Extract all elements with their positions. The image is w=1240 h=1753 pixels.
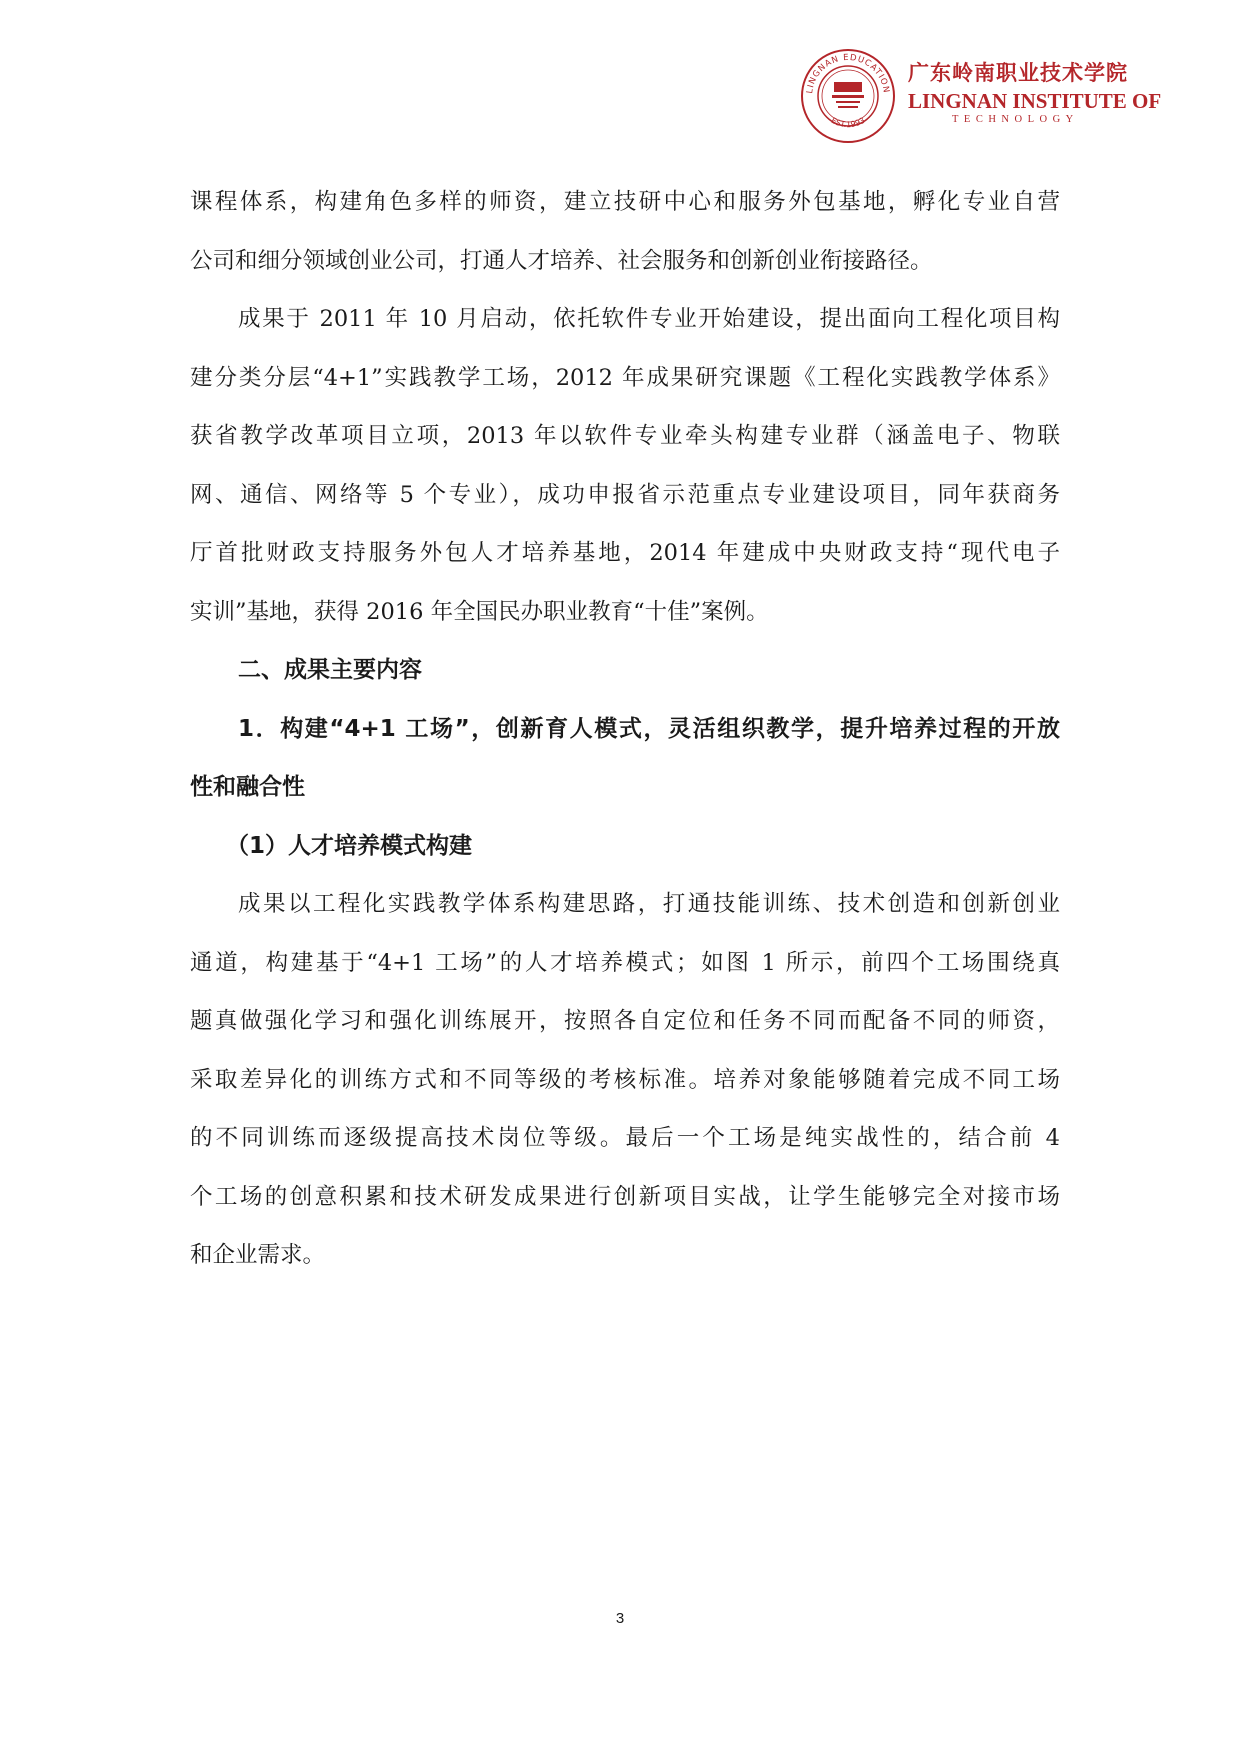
section-heading: 二、成果主要内容: [238, 657, 422, 683]
seal-ring-text: LINGNAN EDUCATION: [805, 52, 892, 95]
body-line: 成果以工程化实践教学体系构建思路，打通技能训练、技术创造和创新创业: [238, 891, 1060, 917]
item-heading: 1．构建“4+1 工场”，创新育人模式，灵活组织教学，提升培养过程的开放: [238, 715, 1060, 742]
seal-icon: [800, 48, 896, 144]
body-line: 和企业需求。: [190, 1242, 326, 1268]
subsection-heading: （1）人才培养模式构建: [226, 832, 473, 859]
body-line: 获省教学改革项目立项，2013 年以软件专业牵头构建专业群（涵盖电子、物联: [190, 423, 1060, 449]
institute-name-en-line1: LINGNAN INSTITUTE OF: [908, 89, 1162, 113]
body-line: 个工场的创意积累和技术研发成果进行创新项目实战，让学生能够完全对接市场: [190, 1183, 1060, 1210]
seal-year-text: EST.1993: [829, 115, 867, 130]
body-line: 课程体系，构建角色多样的师资，建立技研中心和服务外包基地，孵化专业自营: [190, 189, 1060, 215]
body-line: 厅首批财政支持服务外包人才培养基地，2014 年建成中央财政支持“现代电子: [190, 540, 1060, 566]
document-body: [190, 173, 1060, 1285]
institute-name-cn: 广东岭南职业技术学院: [908, 61, 1128, 85]
body-line: 公司和细分领域创业公司，打通人才培养、社会服务和创新创业衔接路径。: [190, 247, 933, 274]
institute-seal-logo: [800, 48, 896, 144]
svg-text:EST.1993: [830, 116, 867, 129]
body-line: 建分类分层“4+1”实践教学工场，2012 年成果研究课题《工程化实践教学体系》: [190, 364, 1060, 391]
institute-name-block: [908, 60, 1162, 127]
body-line: 题真做强化学习和强化训练展开，按照各自定位和任务不同而配备不同的师资，: [190, 1008, 1060, 1034]
body-line: 成果于 2011 年 10 月启动，依托软件专业开始建设，提出面向工程化项目构: [238, 306, 1060, 332]
body-line: 实训”基地，获得 2016 年全国民办职业教育“十佳”案例。: [190, 598, 769, 625]
body-line: 的不同训练而逐级提高技术岗位等级。最后一个工场是纯实战性的，结合前 4: [190, 1125, 1060, 1151]
body-line: 通道，构建基于“4+1 工场”的人才培养模式；如图 1 所示，前四个工场围绕真: [190, 949, 1060, 976]
page-number: 3: [615, 1610, 625, 1627]
body-line: 网、通信、网络等 5 个专业），成功申报省示范重点专业建设项目，同年获商务: [190, 481, 1060, 508]
institute-name-en-line2: TECHNOLOGY: [952, 114, 1079, 125]
body-line: 采取差异化的训练方式和不同等级的考核标准。培养对象能够随着完成不同工场: [190, 1066, 1060, 1093]
item-heading-continued: 性和融合性: [190, 774, 305, 800]
